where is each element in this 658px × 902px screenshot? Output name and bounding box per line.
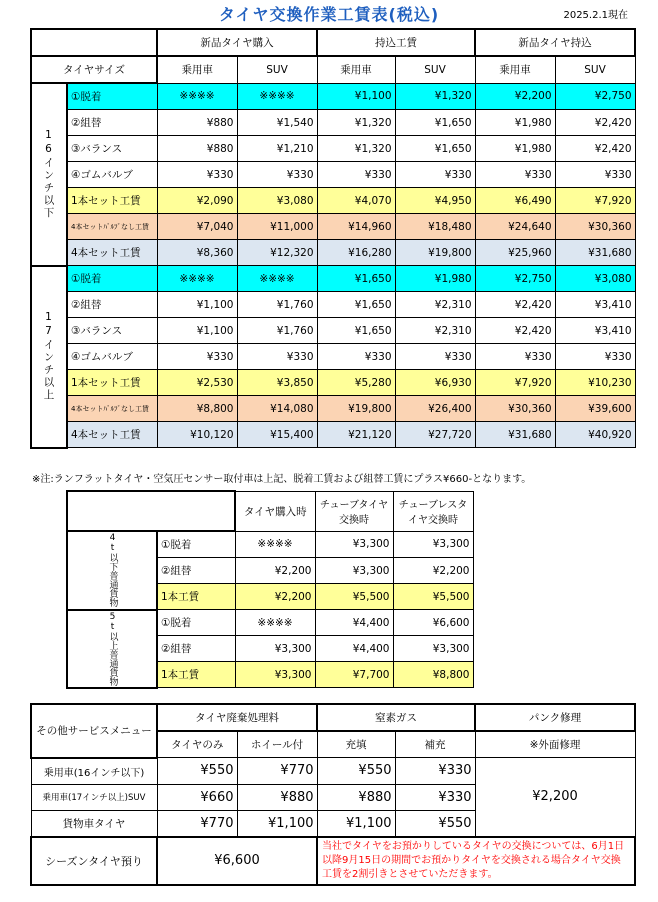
cell: ¥15,400 — [237, 422, 317, 448]
cell: ¥4,950 — [395, 188, 475, 214]
other-menu-label: その他サービスメニュー — [31, 704, 157, 758]
cell: ¥3,410 — [555, 292, 635, 318]
puncture-price: ¥2,200 — [475, 758, 635, 837]
row-label: ①脱着 — [67, 83, 157, 110]
cell: ¥14,080 — [237, 396, 317, 422]
header-blank — [31, 29, 157, 56]
cell: ¥3,300 — [315, 558, 393, 584]
cell: ¥31,680 — [555, 240, 635, 266]
row-label: 1本工賃 — [157, 662, 235, 688]
cell: ¥25,960 — [475, 240, 555, 266]
col-header: 乗用車 — [157, 56, 237, 83]
cell: ¥1,650 — [317, 318, 395, 344]
cell: ¥1,760 — [237, 292, 317, 318]
cell: ¥26,400 — [395, 396, 475, 422]
cell: ¥3,300 — [315, 531, 393, 558]
cell: ¥660 — [157, 784, 237, 810]
truck-price-table — [66, 490, 474, 689]
cell: ¥8,360 — [157, 240, 237, 266]
cell: ¥8,800 — [393, 662, 473, 688]
cell: ※※※※ — [157, 83, 237, 110]
cell: ¥6,930 — [395, 370, 475, 396]
group-new-purchase: 新品タイヤ購入 — [157, 29, 317, 56]
cell: ¥330 — [395, 758, 475, 785]
size-label: タイヤサイズ — [31, 56, 157, 83]
cell: ¥12,320 — [237, 240, 317, 266]
cell: ¥330 — [475, 344, 555, 370]
group-bring-in: 持込工賃 — [317, 29, 475, 56]
cell: ¥1,320 — [317, 136, 395, 162]
row-label: ②組替 — [157, 636, 235, 662]
season-price: ¥6,600 — [157, 837, 317, 885]
col-header: タイヤ購入時 — [235, 491, 315, 531]
cell: ¥3,410 — [555, 318, 635, 344]
cell: ¥1,760 — [237, 318, 317, 344]
season-note: 当社でタイヤをお預かりしているタイヤの交換については、6月1日以降9月15日の期間でお預かりタイヤを交換される場合タイヤ交換工賃を2割引きとさせていただきます。 — [317, 837, 635, 885]
cell: ¥1,320 — [395, 83, 475, 110]
cell: ¥7,920 — [475, 370, 555, 396]
cell: ¥24,640 — [475, 214, 555, 240]
cell: ¥550 — [317, 758, 395, 785]
cell: ¥330 — [237, 162, 317, 188]
date-label: 2025.2.1現在 — [563, 10, 628, 21]
other-services-table — [30, 703, 636, 886]
cell: ¥5,500 — [393, 584, 473, 610]
row-label: 1本工賃 — [157, 584, 235, 610]
cell: ¥330 — [317, 162, 395, 188]
season-label: シーズンタイヤ預り — [31, 837, 157, 885]
cell: ¥5,500 — [315, 584, 393, 610]
cell: ¥4,400 — [315, 636, 393, 662]
cell: ¥330 — [475, 162, 555, 188]
cell: ¥19,800 — [395, 240, 475, 266]
cell: ¥2,200 — [235, 558, 315, 584]
cell: ¥3,300 — [235, 636, 315, 662]
cell: ¥2,090 — [157, 188, 237, 214]
size-16-label: 16インチ以下 — [31, 83, 67, 266]
col-header: SUV — [237, 56, 317, 83]
cell: ¥330 — [317, 344, 395, 370]
cell: ¥1,980 — [475, 110, 555, 136]
cell: ¥330 — [395, 162, 475, 188]
row-label: 乗用車(17インチ以上)SUV — [31, 784, 157, 810]
cell: ¥550 — [395, 810, 475, 837]
cell: ¥11,000 — [237, 214, 317, 240]
cell: ¥39,600 — [555, 396, 635, 422]
cell: ¥19,800 — [317, 396, 395, 422]
cell: ¥21,120 — [317, 422, 395, 448]
cell: ※※※※ — [237, 83, 317, 110]
row-label: 4本セット工賃 — [67, 240, 157, 266]
cell: ¥2,420 — [475, 292, 555, 318]
cell: ¥31,680 — [475, 422, 555, 448]
cell: ※※※※ — [237, 266, 317, 292]
row-label: ①脱着 — [67, 266, 157, 292]
cell: ¥1,100 — [317, 83, 395, 110]
cell: ¥7,920 — [555, 188, 635, 214]
cell: ¥27,720 — [395, 422, 475, 448]
runflat-note: ※注:ランフラットタイヤ・空気圧センサー取付車は上記、脱着工賃および組替工賃にプラス¥660-となります。 — [32, 474, 532, 485]
row-label: ②組替 — [67, 110, 157, 136]
row-label: ④ゴムバルブ — [67, 344, 157, 370]
row-label: ①脱着 — [157, 531, 235, 558]
row-label: ④ゴムバルブ — [67, 162, 157, 188]
cell: ¥7,700 — [315, 662, 393, 688]
cell: ¥8,800 — [157, 396, 237, 422]
cell: ¥880 — [157, 136, 237, 162]
row-label: ②組替 — [157, 558, 235, 584]
row-label: ②組替 — [67, 292, 157, 318]
row-label: 4本セットﾊﾞﾙﾌﾞなし工賃 — [67, 214, 157, 240]
row-label: ③バランス — [67, 136, 157, 162]
cell: ¥2,750 — [555, 83, 635, 110]
row-label: 乗用車(16インチ以下) — [31, 758, 157, 785]
cell: ¥1,650 — [395, 110, 475, 136]
cell: ¥30,360 — [475, 396, 555, 422]
cell: ¥550 — [157, 758, 237, 785]
cell: ¥18,480 — [395, 214, 475, 240]
cell: ¥1,650 — [317, 292, 395, 318]
cell: ¥6,490 — [475, 188, 555, 214]
col-header: 充填 — [317, 731, 395, 758]
cell: ¥3,300 — [235, 662, 315, 688]
cell: ¥1,320 — [317, 110, 395, 136]
cell: ¥7,040 — [157, 214, 237, 240]
cell: ¥40,920 — [555, 422, 635, 448]
cell: ¥330 — [555, 162, 635, 188]
row-label: 貨物車タイヤ — [31, 810, 157, 837]
truck-over5t-label: 5t以上普通貨物 — [67, 610, 157, 688]
cell: ¥3,300 — [393, 531, 473, 558]
group-new-bring-in: 新品タイヤ持込 — [475, 29, 635, 56]
cell: ¥6,600 — [393, 610, 473, 636]
cell: ¥1,100 — [157, 292, 237, 318]
cell: ¥1,980 — [475, 136, 555, 162]
truck-under4t-label: 4t以下普通貨物 — [67, 531, 157, 610]
group-disposal: タイヤ廃棄処理料 — [157, 704, 317, 731]
cell: ¥14,960 — [317, 214, 395, 240]
col-header: タイヤのみ — [157, 731, 237, 758]
cell: ¥5,280 — [317, 370, 395, 396]
cell: ¥330 — [157, 162, 237, 188]
cell: ¥3,080 — [237, 188, 317, 214]
cell: ¥880 — [157, 110, 237, 136]
row-label: 4本セット工賃 — [67, 422, 157, 448]
cell: ¥16,280 — [317, 240, 395, 266]
cell: ¥330 — [157, 344, 237, 370]
cell: ※※※※ — [235, 531, 315, 558]
row-label: ①脱着 — [157, 610, 235, 636]
cell: ¥1,100 — [157, 318, 237, 344]
cell: ¥330 — [395, 784, 475, 810]
cell: ¥880 — [237, 784, 317, 810]
cell: ¥2,200 — [475, 83, 555, 110]
cell: ¥2,200 — [393, 558, 473, 584]
cell: ¥880 — [317, 784, 395, 810]
row-label: 1本セット工賃 — [67, 188, 157, 214]
cell: ¥1,100 — [237, 810, 317, 837]
cell: ¥1,650 — [395, 136, 475, 162]
cell: ¥3,300 — [393, 636, 473, 662]
main-price-table — [30, 28, 636, 449]
col-header: ホイール付 — [237, 731, 317, 758]
col-header: SUV — [395, 56, 475, 83]
cell: ¥1,540 — [237, 110, 317, 136]
row-label: 4本セットﾊﾞﾙﾌﾞなし工賃 — [67, 396, 157, 422]
cell: ¥2,200 — [235, 584, 315, 610]
col-header: 補充 — [395, 731, 475, 758]
cell: ¥3,080 — [555, 266, 635, 292]
cell: ¥4,400 — [315, 610, 393, 636]
cell: ¥4,070 — [317, 188, 395, 214]
group-puncture: パンク修理 — [475, 704, 635, 731]
cell: ¥770 — [157, 810, 237, 837]
cell: ※※※※ — [235, 610, 315, 636]
cell: ¥2,530 — [157, 370, 237, 396]
cell: ¥330 — [555, 344, 635, 370]
cell: ¥1,650 — [317, 266, 395, 292]
cell: ¥1,980 — [395, 266, 475, 292]
cell: ¥770 — [237, 758, 317, 785]
cell: ¥3,850 — [237, 370, 317, 396]
page-title: タイヤ交換作業工賃表(税込) — [218, 5, 440, 24]
group-nitrogen: 窒素ガス — [317, 704, 475, 731]
cell: ¥2,420 — [555, 110, 635, 136]
cell: ¥2,420 — [475, 318, 555, 344]
col-header: ※外面修理 — [475, 731, 635, 758]
cell: ¥1,210 — [237, 136, 317, 162]
row-label: ③バランス — [67, 318, 157, 344]
cell: ¥2,310 — [395, 318, 475, 344]
col-header: チューブレスタイヤ交換時 — [393, 491, 473, 531]
cell: ¥330 — [237, 344, 317, 370]
col-header: 乗用車 — [475, 56, 555, 83]
cell: ¥2,750 — [475, 266, 555, 292]
cell: ¥1,100 — [317, 810, 395, 837]
size-17-label: 17インチ以上 — [31, 266, 67, 448]
col-header: 乗用車 — [317, 56, 395, 83]
cell: ¥10,230 — [555, 370, 635, 396]
cell: ¥330 — [395, 344, 475, 370]
cell: ¥10,120 — [157, 422, 237, 448]
cell: ¥2,420 — [555, 136, 635, 162]
cell: ¥2,310 — [395, 292, 475, 318]
cell: ※※※※ — [157, 266, 237, 292]
col-header: SUV — [555, 56, 635, 83]
cell: ¥30,360 — [555, 214, 635, 240]
row-label: 1本セット工賃 — [67, 370, 157, 396]
col-header: チューブタイヤ交換時 — [315, 491, 393, 531]
truck-header-blank — [67, 491, 235, 531]
